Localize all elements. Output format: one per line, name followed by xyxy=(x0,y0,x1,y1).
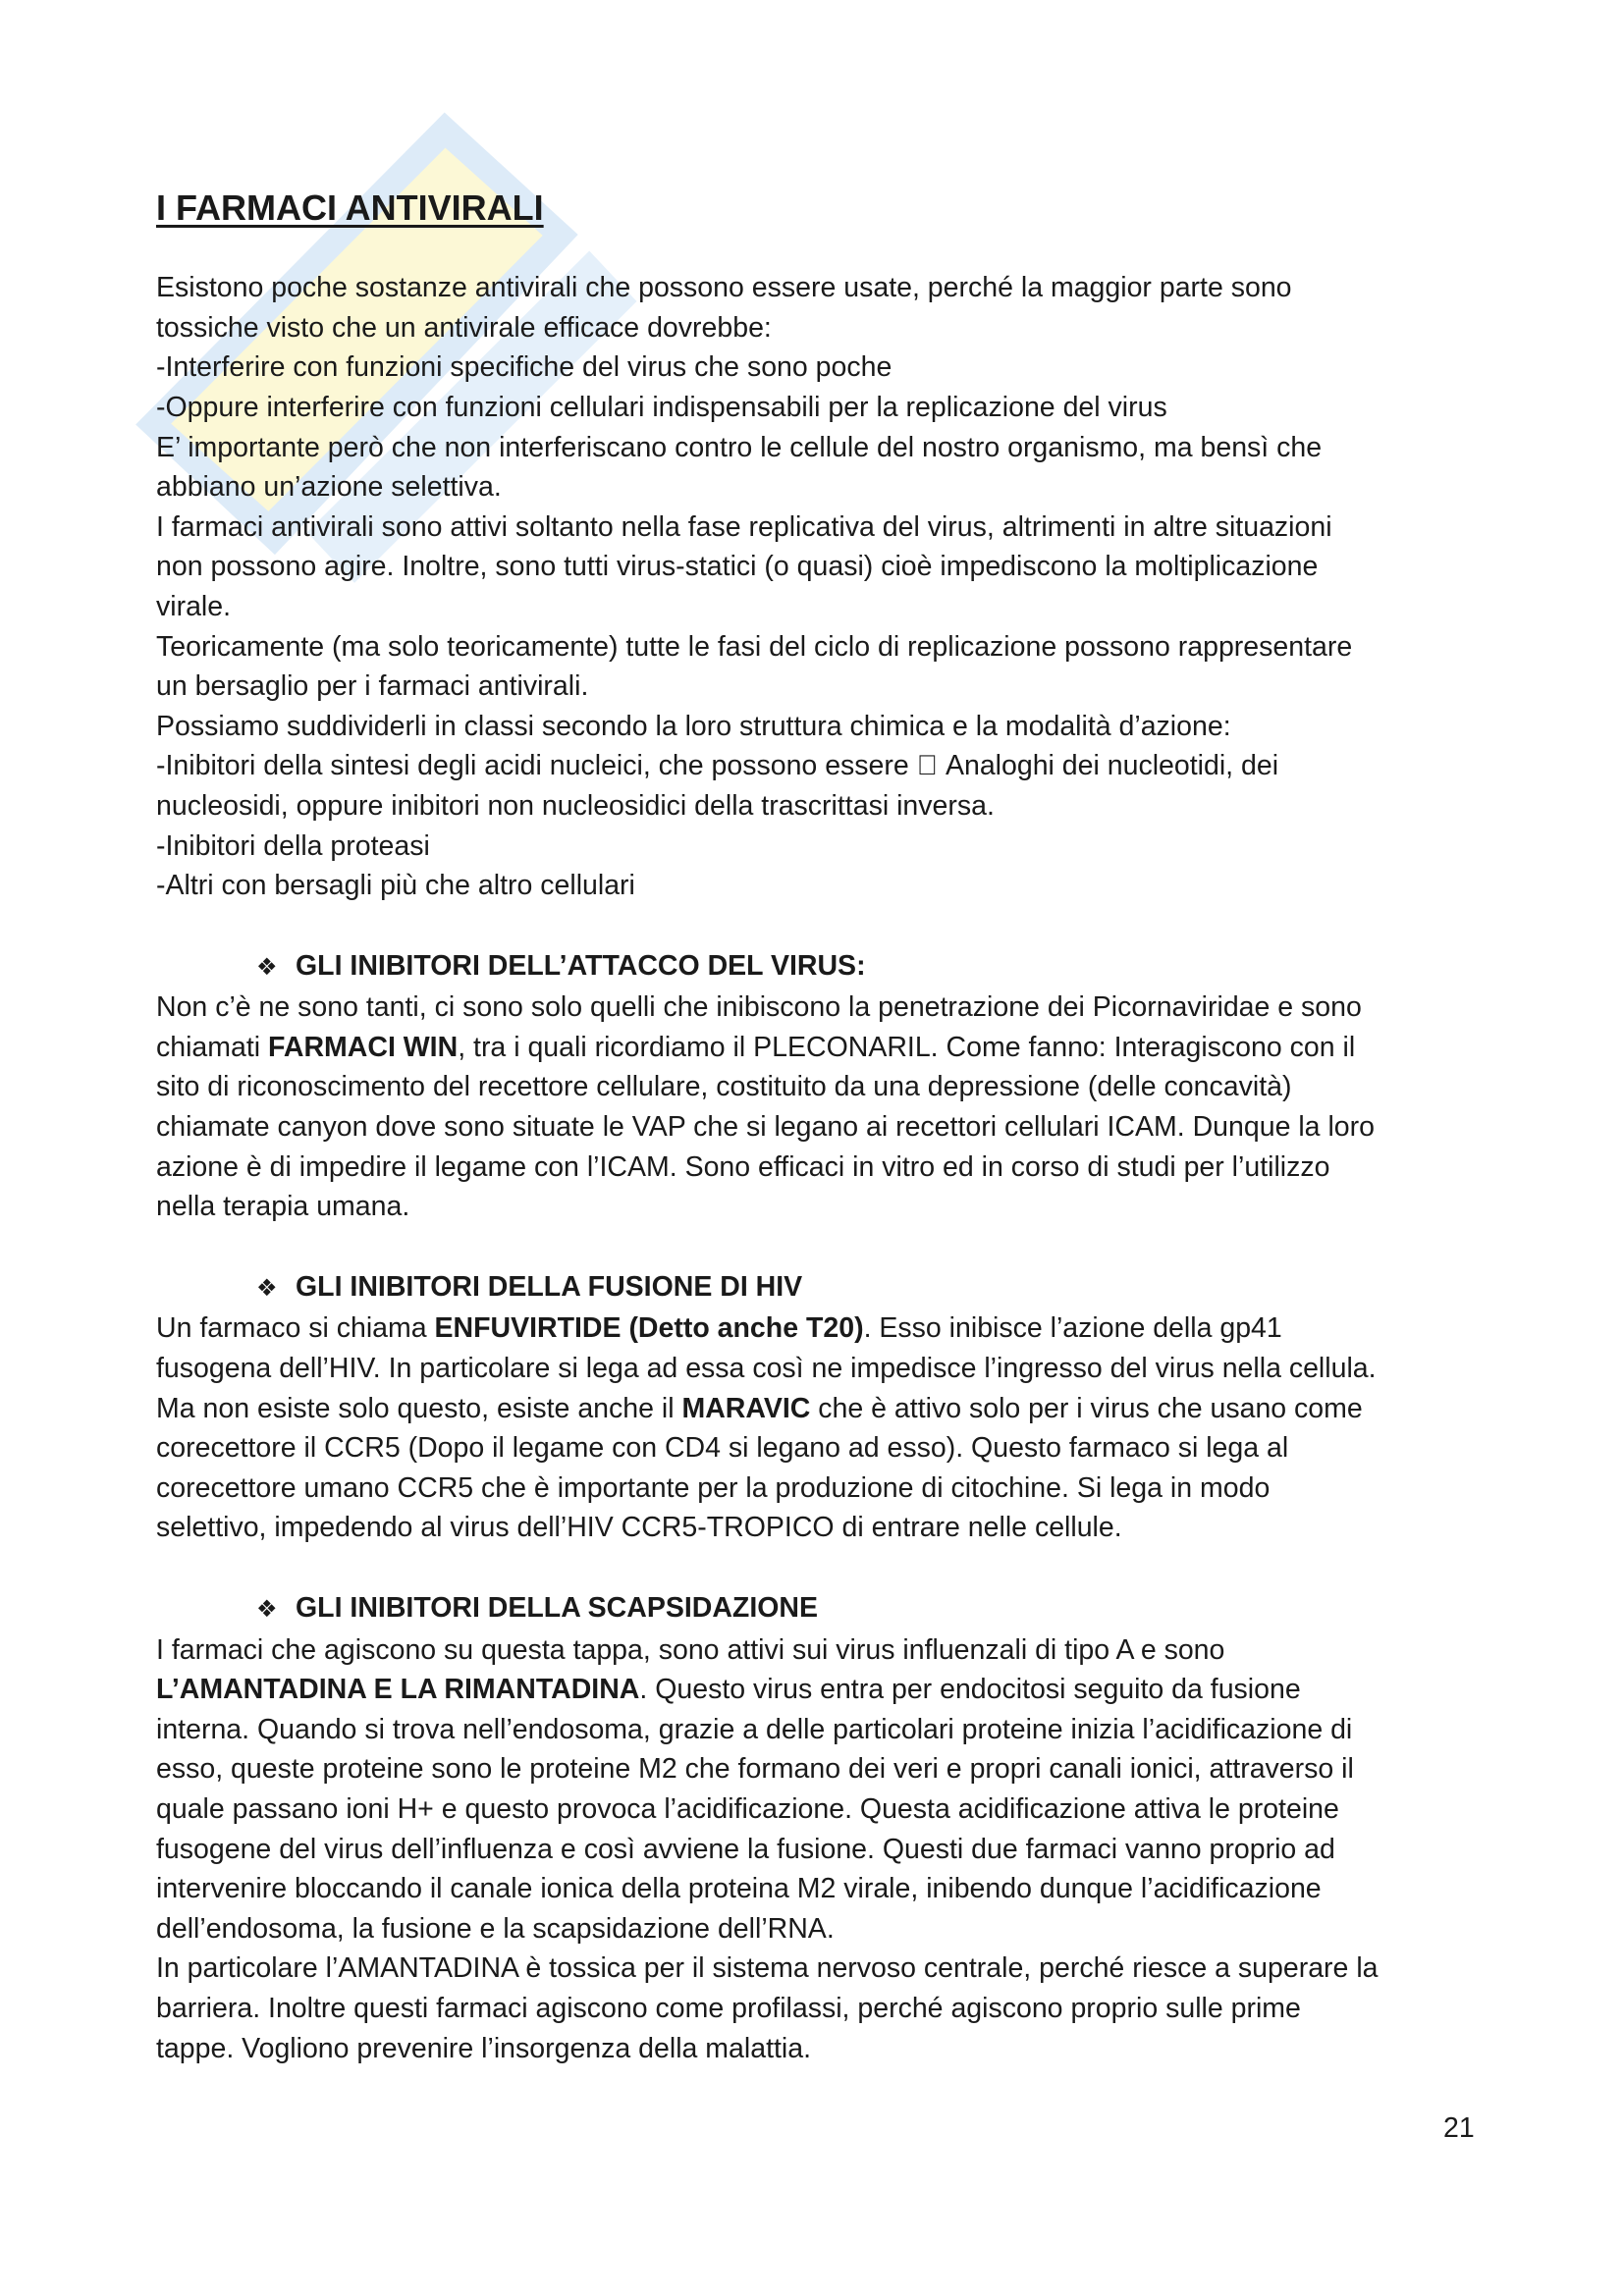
text-line: corecettore umano CCR5 che è importante per la produzione di citochine. Si lega in modo xyxy=(156,1471,1271,1504)
text-line: -Inibitori della proteasi xyxy=(156,829,430,862)
section-heading xyxy=(156,1267,1491,1309)
text-line xyxy=(156,1308,1491,1349)
text-line: quale passano ioni H+ e questo provoca l’acidificazione. Questa acidificazione attiva le proteine xyxy=(156,1792,1339,1825)
text-line: -Inibitori della sintesi degli acidi nucleici, che possono essere Analoghi dei nucleotidi, dei xyxy=(156,750,1249,782)
section-heading xyxy=(156,946,1491,988)
text-line: -Interferire con funzioni specifiche del virus che sono poche xyxy=(156,351,893,384)
text-line: sito di riconoscimento del recettore cellulare, costituito da una depressione (delle concavità) xyxy=(156,1071,1292,1103)
text-span: , tra i quali ricordiamo il PLECONARIL. Come fanno: Interagiscono con il xyxy=(458,1031,1356,1063)
text-line: corecettore il CCR5 (Dopo il legame con CD4 si legano ad esso). Questo farmaco si lega al xyxy=(156,1432,1289,1465)
section-heading-text: GLI INIBITORI DELL’ATTACCO DEL VIRUS: xyxy=(296,949,866,982)
text-line: nucleosidi, oppure inibitori non nucleosidici della trascrittasi inversa. xyxy=(156,789,995,822)
text-line xyxy=(156,1028,1491,1068)
text-line: fusogene del virus dell’influenza e così avviene la fusione. Questi due farmaci vanno proprio ad xyxy=(156,1833,1335,1865)
diamond-bullet-icon: ❖ xyxy=(256,1596,278,1623)
section-scapsidazione xyxy=(156,1588,1491,2068)
text-line: azione è di impedire il legame con l’ICAM. Sono efficaci in vitro ed in corso di studi per l’utilizzo xyxy=(156,1150,1330,1183)
text-line: I farmaci antivirali sono attivi soltanto nella fase replicativa del virus, altrimenti in altre situazioni xyxy=(156,510,1332,543)
intro-paragraph xyxy=(156,268,1491,906)
section-heading-text: GLI INIBITORI DELLA FUSIONE DI HIV xyxy=(296,1270,803,1303)
text-line: In particolare l’AMANTADINA è tossica per il sistema nervoso centrale, perché riesce a superare la xyxy=(156,1952,1379,1985)
text-line: intervenire bloccando il canale ionica della proteina M2 virale, inibendo dunque l’acidificazione xyxy=(156,1873,1322,1905)
text-line xyxy=(156,1670,1491,1710)
text-line: fusogena dell’HIV. In particolare si lega ad essa così ne impedisce l’ingresso del virus nella cellula. xyxy=(156,1353,1377,1385)
text-span: Un farmaco si chiama xyxy=(156,1312,435,1345)
text-span: che è attivo solo per i virus che usano come xyxy=(810,1392,1363,1424)
page-number: 21 xyxy=(1443,2112,1475,2144)
text-line: Esistono poche sostanze antivirali che possono essere usate, perché la maggior parte sono xyxy=(156,272,1292,304)
text-line: esso, queste proteine sono le proteine M2 che formano dei veri e propri canali ionici, attraverso il xyxy=(156,1753,1354,1786)
text-span: chiamati xyxy=(156,1031,269,1063)
page-content xyxy=(156,187,1491,2068)
section-heading-text: GLI INIBITORI DELLA SCAPSIDAZIONE xyxy=(296,1592,819,1624)
text-span: . Esso inibisce l’azione della gp41 xyxy=(863,1312,1282,1345)
text-line: dell’endosoma, la fusione e la scapsidazione dell’RNA. xyxy=(156,1912,835,1945)
text-line: un bersaglio per i farmaci antivirali. xyxy=(156,670,589,703)
text-line: virale. xyxy=(156,590,232,622)
text-line: Non c’è ne sono tanti, ci sono solo quelli che inibiscono la penetrazione dei Picornaviridae e sono xyxy=(156,991,1362,1024)
text-line: tappe. Vogliono prevenire l’insorgenza della malattia. xyxy=(156,2032,812,2064)
bold-term: MARAVIC xyxy=(681,1392,811,1424)
text-span: . Questo virus entra per endocitosi seguito da fusione xyxy=(639,1674,1301,1706)
bold-term: ENFUVIRTIDE (Detto anche T20) xyxy=(434,1312,864,1345)
text-line: barriera. Inoltre questi farmaci agiscono come profilassi, perché agiscono proprio sulle prime xyxy=(156,1992,1301,2024)
diamond-bullet-icon: ❖ xyxy=(256,953,278,981)
text-line: Possiamo suddividerli in classi secondo la loro struttura chimica e la modalità d’azione: xyxy=(156,710,1231,742)
text-line: tossiche visto che un antivirale efficace dovrebbe: xyxy=(156,311,772,344)
diamond-bullet-icon: ❖ xyxy=(256,1274,278,1302)
text-line: -Oppure interferire con funzioni cellulari indispensabili per la replicazione del virus xyxy=(156,391,1167,423)
section-heading xyxy=(156,1588,1491,1630)
text-line: interna. Quando si trova nell’endosoma, grazie a delle particolari proteine inizia l’acidificazione di xyxy=(156,1713,1353,1745)
text-line: Teoricamente (ma solo teoricamente) tutte le fasi del ciclo di replicazione possono rappresentare xyxy=(156,630,1353,663)
text-line: I farmaci che agiscono su questa tappa, sono attivi sui virus influenzali di tipo A e sono xyxy=(156,1633,1225,1666)
text-line xyxy=(156,1389,1491,1429)
bold-term: FARMACI WIN xyxy=(268,1031,459,1063)
text-span: Ma non esiste solo questo, esiste anche il xyxy=(156,1392,682,1424)
section-attacco xyxy=(156,946,1491,1227)
bold-term: L’AMANTADINA E LA RIMANTADINA xyxy=(156,1674,640,1706)
text-line: E’ importante però che non interferiscano contro le cellule del nostro organismo, ma bensì che xyxy=(156,431,1323,463)
text-line: abbiano un’azione selettiva. xyxy=(156,471,502,504)
text-line: selettivo, impedendo al virus dell’HIV CCR5-TROPICO di entrare nelle cellule. xyxy=(156,1512,1122,1544)
text-line: -Altri con bersagli più che altro cellulari xyxy=(156,870,635,902)
text-line: non possono agire. Inoltre, sono tutti virus-statici (o quasi) cioè impediscono la moltiplicazione xyxy=(156,551,1319,583)
section-fusione xyxy=(156,1267,1491,1548)
text-line: chiamate canyon dove sono situate le VAP che si legano ai recettori cellulari ICAM. Dunque la loro xyxy=(156,1111,1375,1144)
text-line: nella terapia umana. xyxy=(156,1191,410,1223)
page-title: I FARMACI ANTIVIRALI xyxy=(156,187,544,228)
